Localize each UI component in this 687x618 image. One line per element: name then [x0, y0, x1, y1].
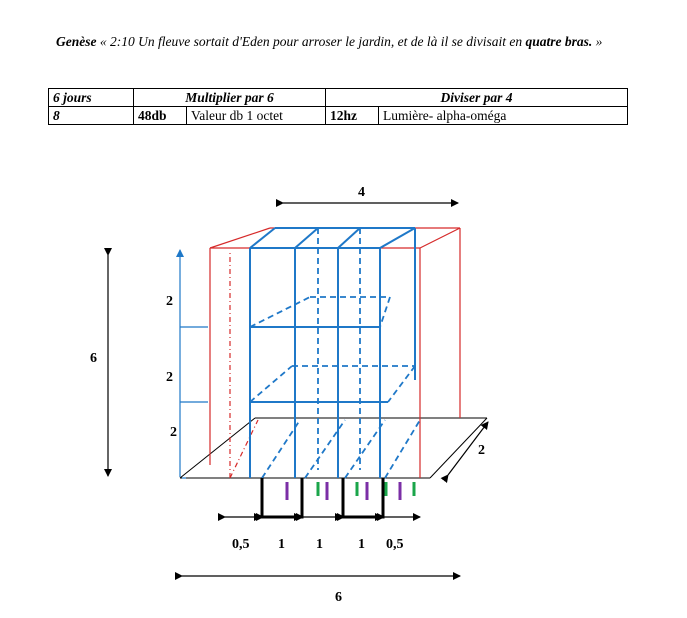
- label-seg-5: 0,5: [386, 537, 404, 552]
- row-cell-light: Lumière- alpha-oméga: [379, 107, 628, 125]
- label-seg-4: 1: [358, 537, 365, 552]
- quote-bold-end: quatre bras.: [525, 34, 593, 49]
- row-cell-8: 8: [49, 107, 134, 125]
- base-plane: [180, 418, 487, 478]
- dimension-arrows: [108, 203, 488, 576]
- header-cell-days: 6 jours: [49, 89, 134, 107]
- row-cell-12hz: 12hz: [326, 107, 379, 125]
- label-bottom-total: 6: [335, 590, 342, 605]
- label-depth: 2: [478, 443, 485, 458]
- row-cell-octet: Valeur db 1 octet: [187, 107, 326, 125]
- base-stems-black: [262, 478, 383, 517]
- quote-close: »: [592, 34, 603, 49]
- label-level-bottom: 2: [170, 425, 177, 440]
- quote-title: Genèse: [56, 34, 97, 49]
- blue-height-arrow: [180, 250, 208, 478]
- label-level-mid: 2: [166, 370, 173, 385]
- label-seg-1: 0,5: [232, 537, 250, 552]
- quote-text: « 2:10 Un fleuve sortait d'Eden pour arroser le jardin, et de là il se divisait en: [96, 34, 526, 49]
- label-level-top: 2: [166, 294, 173, 309]
- label-top-width: 4: [358, 185, 365, 200]
- label-total-height: 6: [90, 351, 97, 366]
- inner-blue-hidden-lines: [250, 228, 420, 478]
- label-seg-2: 1: [278, 537, 285, 552]
- label-seg-3: 1: [316, 537, 323, 552]
- inner-blue-grid: [250, 228, 415, 478]
- header-cell-divide: Diviser par 4: [326, 89, 628, 107]
- outer-red-box: [210, 228, 460, 478]
- header-cell-multiply: Multiplier par 6: [134, 89, 326, 107]
- row-cell-48db: 48db: [134, 107, 187, 125]
